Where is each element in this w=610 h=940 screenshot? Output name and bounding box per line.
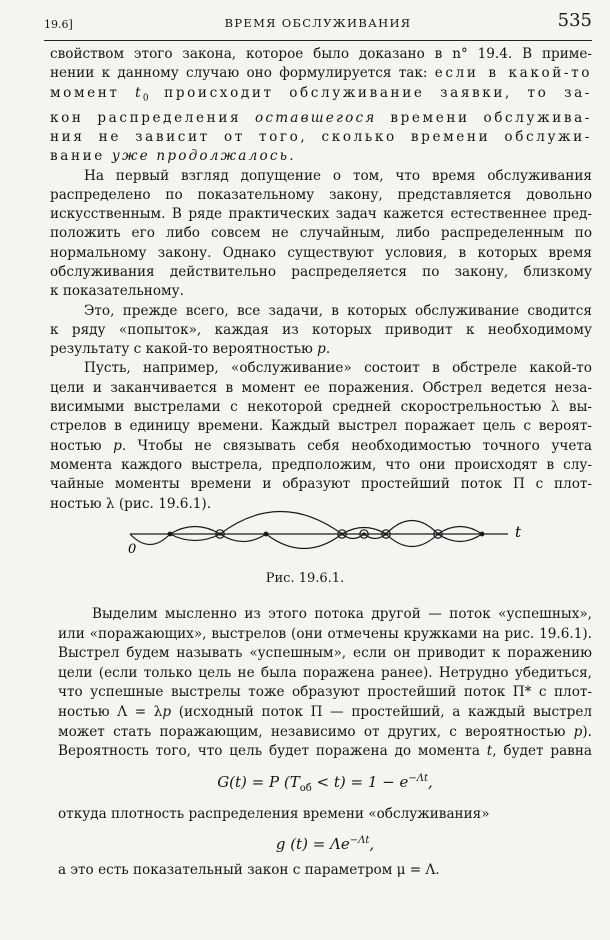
shot-point xyxy=(264,532,269,537)
arc-upper xyxy=(170,527,220,535)
text-line: положить его либо совсем не случайным, либо распределенным по xyxy=(50,225,592,242)
text-line: искусственным. В ряде практических задач кажется естественнее пред- xyxy=(50,206,592,223)
text-line: кон распределения оставшегося времени обслужива- xyxy=(50,109,593,126)
section-number: 19.6] xyxy=(44,18,73,31)
text-line: распределено по показательному закону, представляется довольно xyxy=(50,186,592,203)
text-line: Пусть, например, «обслуживание» состоит в обстреле какой-то xyxy=(84,360,592,377)
shot-point xyxy=(168,532,173,537)
text-line: что успешные выстрелы тоже образуют простейший поток П* с плот- xyxy=(58,684,592,701)
text-line: к показательному. xyxy=(50,283,184,300)
origin-label: 0 xyxy=(128,542,137,557)
body-text xyxy=(50,45,592,514)
text-line: к ряду «попыток», каждая из которых приводит к необходимому xyxy=(50,321,592,338)
text-line: цели и заканчивается в момент ее поражения. Обстрел ведется неза- xyxy=(50,379,592,396)
text-line: ния не зависит от того, сколько времени обслужи- xyxy=(50,128,592,145)
text-line: цели (если только цель не была поражена ранее). Нетрудно убедиться, xyxy=(58,664,592,681)
text-line: стрелов в единицу времени. Каждый выстрел поражает цель с вероят- xyxy=(50,418,592,435)
text-line: может стать поражающим, независимо от других, с вероятностью p). xyxy=(58,723,592,740)
text-line: момент $t_0$ происходит обслуживание заявки, то за- xyxy=(50,84,592,104)
text-line: Это, прежде всего, все задачи, в которых обслуживание сводится xyxy=(84,302,592,319)
paragraph-1 xyxy=(50,45,592,167)
text-line: ностью p. Чтобы не связывать себя необходимостью точного учета xyxy=(50,437,592,454)
running-header xyxy=(44,10,592,41)
axis-label-t: t xyxy=(515,523,522,541)
text-line: На первый взгляд допущение о том, что время обслуживания xyxy=(84,167,592,184)
figure-caption: Рис. 19.6.1. xyxy=(265,571,345,586)
text-line: висимыми выстрелами с некоторой средней скорострельностью λ вы- xyxy=(50,399,592,416)
text-line: обслуживания действительно распределяется по закону, близкому xyxy=(50,263,592,280)
shot-point xyxy=(480,532,485,537)
text-line: или «поражающих», выстрелов (они отмечены кружками на рис. 19.6.1). xyxy=(58,625,592,642)
arc-upper xyxy=(438,527,482,535)
figure-poisson-flow xyxy=(110,497,540,567)
arc-lower xyxy=(170,534,220,541)
paragraph-5 xyxy=(58,605,592,762)
text-line: результату с какой-то вероятностью p. xyxy=(50,341,331,358)
arc-lower xyxy=(386,534,438,547)
formula-distribution: G(t) = P $(T_{об} < t) = 1 - e^{-\Lambda t}$, xyxy=(217,772,433,794)
formula-density: g $(t) = \Lambda e^{-\Lambda t}$, xyxy=(275,835,375,854)
paragraph-2 xyxy=(50,167,592,302)
text-line: свойством этого закона, которое было доказано в n° 19.4. В приме- xyxy=(50,46,592,62)
text-line: Выделим мысленно из этого потока другой — поток «успешных», xyxy=(92,606,592,622)
text-line: ностью Λ = λp (исходный поток П — простейший, а каждый выстрел xyxy=(58,703,593,720)
text-line: Выстрел будем называть «успешным», если он приводит к поражению xyxy=(58,645,592,662)
chapter-title: ВРЕМЯ ОБСЛУЖИВАНИЯ xyxy=(224,16,412,30)
page-number: 535 xyxy=(557,10,592,31)
text-line: Вероятность того, что цель будет поражена до момента t, будет равна xyxy=(58,743,592,760)
text-line: а это есть показательный закон с параметром μ = Λ. xyxy=(58,862,440,879)
arc-upper xyxy=(386,521,438,535)
text-line: вание уже продолжалось. xyxy=(50,148,296,165)
arc-upper xyxy=(220,512,342,535)
text-line: ностью λ (рис. 19.6.1). xyxy=(50,495,212,512)
arc-lower xyxy=(266,534,342,549)
text-line: откуда плотность распределения времени «обслуживания» xyxy=(58,805,490,822)
body-text-continued xyxy=(58,605,592,881)
text-line: нормальному закону. Однако существуют условия, в которых время xyxy=(50,244,592,261)
paragraph-3 xyxy=(50,302,592,360)
text-line: нении к данному случаю оно формулируется так: если в какой-то xyxy=(50,65,592,82)
arc-lower xyxy=(220,534,266,542)
text-line: момента каждого выстрела, предположим, что они происходят в слу- xyxy=(50,456,592,473)
paragraph-4 xyxy=(50,359,592,513)
text-line: чайные моменты времени и образуют простейший поток П с плот- xyxy=(50,476,592,493)
arc-lower xyxy=(438,534,482,542)
